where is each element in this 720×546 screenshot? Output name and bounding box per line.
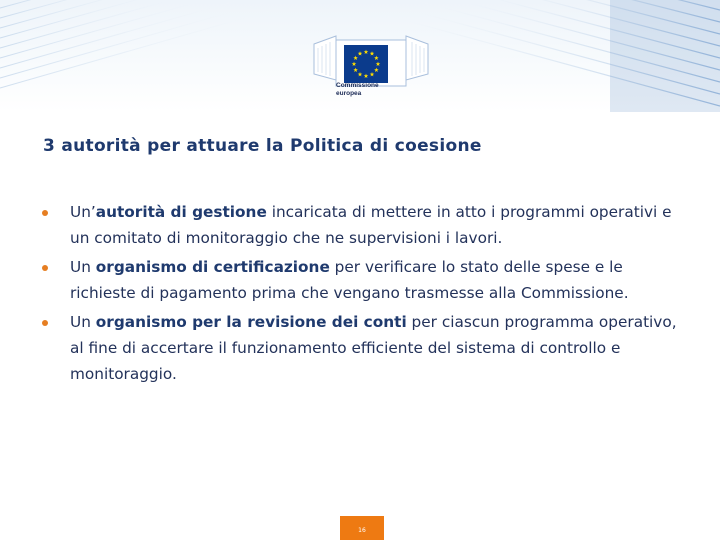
logo-caption-line-1: Commissione [336,82,379,89]
logo-caption [336,82,396,98]
bullet-item-certifying-body [30,254,690,306]
european-commission-logo [310,14,434,110]
bullet-text: incaricata di mettere in atto i programmi operativi e un comitato di monitoraggio che ne supervisioni i lavori. [70,203,672,247]
page-number-badge [340,516,384,540]
bullet-item-managing-authority [30,199,690,251]
bullet-dot-icon [42,210,48,216]
bullet-key-term: organismo di certificazione [95,258,330,276]
bullet-text: per ciascun programma operativo, al fine di accertare il funzionamento efficiente del sistema di controllo e monitoraggio. [70,313,677,383]
bullet-item-audit-body [30,309,690,387]
bullet-key-term: autorità di gestione [95,203,267,221]
bullet-list [30,199,690,390]
page-number: 16 [358,527,366,534]
bullet-dot-icon [42,265,48,271]
bullet-dot-icon [42,320,48,326]
bullet-lead: Un [70,258,96,276]
bullet-lead: Un [70,313,96,331]
logo-caption-line-2: europea [336,90,362,97]
bullet-text: per verificare lo stato delle spese e le richieste di pagamento prima che vengano trasmesse alla Commissione. [70,258,629,302]
bullet-key-term: organismo per la revisione dei conti [95,313,407,331]
header-banner [0,0,720,112]
slide-title: 3 autorità per attuare la Politica di coesione [43,136,482,156]
bullet-lead: Un’ [70,203,96,221]
